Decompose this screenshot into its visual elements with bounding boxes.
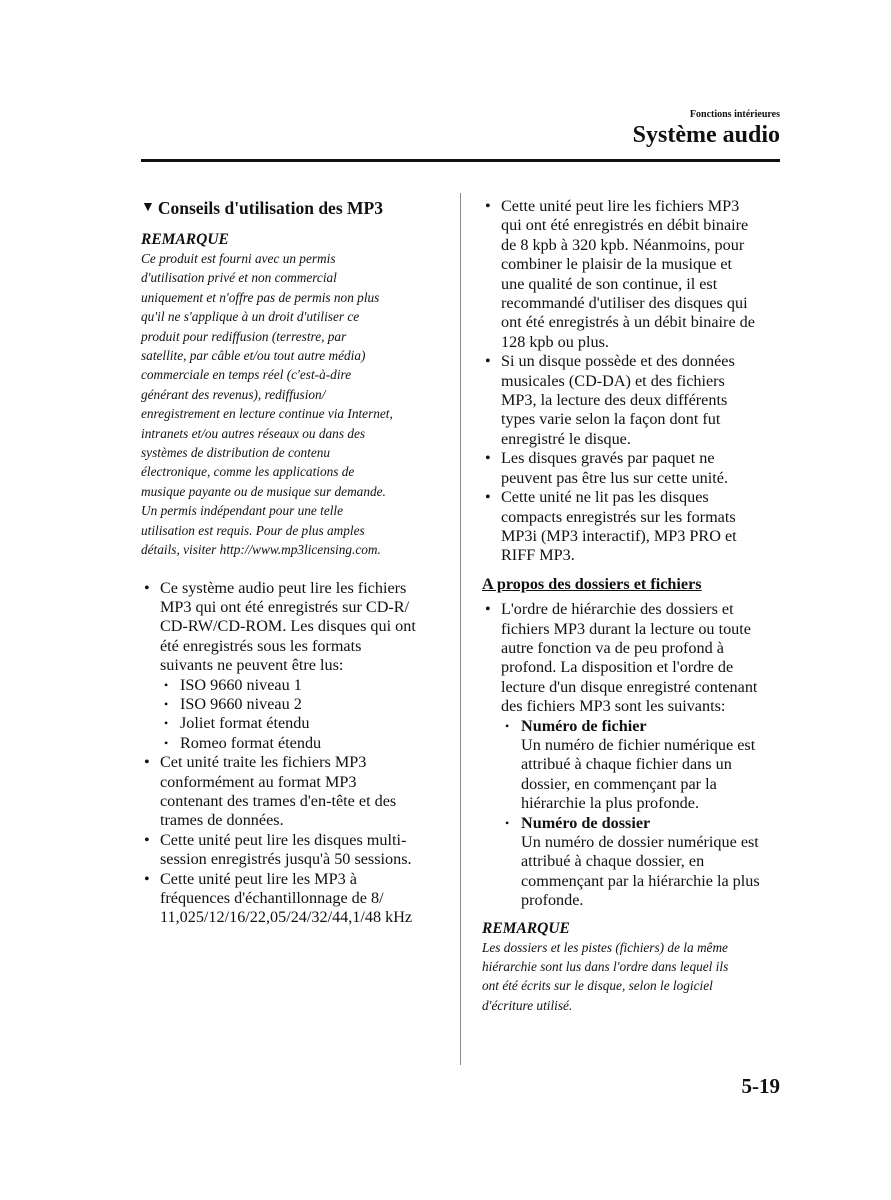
sub-list [160,676,441,754]
text-line: compacts enregistrés sur les formats [501,507,736,526]
column-divider [460,193,461,1065]
text-line: Ce produit est fourni avec un permis [141,251,336,266]
text-line: combiner le plaisir de la musique et [501,255,733,274]
text-line: lecture d'un disque enregistré contenant [501,677,758,696]
text-line: générant des revenus), rediffusion/ [141,386,326,402]
right-column [482,197,782,1015]
section-heading-text: Conseils d'utilisation des MP3 [157,198,383,218]
text-line: session enregistrés jusqu'à 50 sessions. [160,850,412,869]
triangle-down-icon: ▼ [141,200,155,215]
bullet-list [141,579,441,928]
list-item [482,449,782,488]
text-line: produit pour rediffusion (terrestre, par [141,328,347,344]
text-line: qu'il ne s'applique à un droit d'utiliser ce [141,309,360,325]
text-line: profond. La disposition et l'ordre de [501,658,734,677]
text-line: satellite, par câble et/ou tout autre média) [141,348,366,364]
sub-list-item [501,814,782,911]
text-line: CD-RW/CD-ROM. Les disques qui ont [160,617,416,636]
text-line: une qualité de son continue, il est [501,274,718,293]
note-title: REMARQUE [482,919,570,937]
list-item [141,579,441,754]
text-line: dossier, en commençant par la [521,774,717,793]
list-item [482,488,782,566]
text-line: systèmes de distribution de contenu [141,445,331,461]
text-line: suivants ne peuvent être lus: [160,656,344,675]
bullet-list [482,600,782,911]
sub-list-item: • ISO 9660 niveau 2 [160,695,441,714]
sub-list-item: • Romeo format étendu [160,734,441,753]
text-line: hiérarchie la plus profonde. [521,794,699,813]
header-rule [141,159,780,162]
text-line: intranets et/ou autres réseaux ou dans des [141,425,366,441]
text-line: des fichiers MP3 sont les suivants: [501,697,726,716]
text-line: utilisation est requis. Pour de plus amples [141,522,365,538]
text-line: attribué à chaque fichier dans un [521,755,732,774]
text-line: musique payante ou de musique sur demande. [141,483,386,499]
text-line: Cet unité traite les fichiers MP3 [160,753,367,772]
note-body [141,249,441,560]
text-line: attribué à chaque dossier, en [521,852,705,871]
text-line: RIFF MP3. [501,546,575,565]
text-line: 11,025/12/16/22,05/24/32/44,1/48 kHz [160,908,413,927]
text-line: MP3i (MP3 interactif), MP3 PRO et [501,526,737,545]
sub-list-item [501,717,782,814]
bullet-list [482,197,782,566]
text-line: autre fonction va de peu profond à [501,638,724,657]
text-line: qui ont été enregistrés en débit binaire [501,216,749,235]
note-title: REMARQUE [141,231,229,248]
text-line: enregistrement en lecture continue via Internet, [141,406,393,422]
text-line: Cette unité peut lire les MP3 à [160,869,357,888]
text-line: L'ordre de hiérarchie des dossiers et [501,600,734,619]
section-label: Fonctions intérieures [689,109,780,120]
text-line: MP3 qui ont été enregistrés sur CD-R/ [160,597,410,616]
text-line: types varie selon la façon dont fut [501,410,721,429]
text-line: détails, visiter http://www.mp3licensing.com. [141,542,381,558]
section-heading [141,197,441,219]
sub-list-item: • Joliet format étendu [160,714,441,733]
page-title: Système audio [632,122,780,148]
text-line: d'utilisation privé et non commercial [141,270,337,286]
text-line: Cette unité peut lire les disques multi- [160,830,407,849]
text-line: Si un disque possède et des données [501,352,735,371]
list-item [141,870,441,928]
text-line: hiérarchie sont lus dans l'ordre dans lequel ils [482,959,729,975]
text-line: recommandé d'utiliser des disques qui [501,294,748,313]
text-line: ont été écrits sur le disque, selon le logiciel [482,978,713,994]
text-line: contenant des trames d'en-tête et des [160,791,397,810]
text-line: Un numéro de dossier numérique est [521,833,759,851]
list-item [141,753,441,831]
sub-item-title: Numéro de fichier [521,716,647,735]
text-line: trames de données. [160,811,284,830]
list-item [141,831,441,870]
text-line: 128 kpb ou plus. [501,332,609,351]
text-line: conformément au format MP3 [160,772,357,791]
page-number: 5-19 [741,1074,780,1098]
text-line: commerciale en temps réel (c'est-à-dire [141,367,352,383]
text-line: Ce système audio peut lire les fichiers [160,578,407,597]
text-line: uniquement et n'offre pas de permis non plus [141,289,380,305]
text-line: fichiers MP3 durant la lecture ou toute [501,619,751,638]
sub-item-title: Numéro de dossier [521,813,651,832]
note-body [482,938,782,1016]
text-line: Cette unité peut lire les fichiers MP3 [501,197,740,215]
text-line: Les disques gravés par paquet ne [501,449,715,468]
text-line: fréquences d'échantillonnage de 8/ [160,889,384,907]
text-line: Les dossiers et les pistes (fichiers) de la même [482,939,728,955]
sub-list [501,717,782,911]
text-line: Cette unité ne lit pas les disques [501,488,709,507]
text-line: MP3, la lecture des deux différents [501,391,728,410]
text-line: de 8 kpb à 320 kpb. Néanmoins, pour [501,235,745,254]
text-line: Un numéro de fichier numérique est [521,735,756,754]
text-line: électronique, comme les applications de [141,464,355,480]
sub-list-item: • ISO 9660 niveau 1 [160,676,441,695]
text-line: ont été enregistrés à un débit binaire de [501,313,755,332]
list-item [482,197,782,352]
left-column [141,197,441,928]
text-line: musicales (CD-DA) et des fichiers [501,371,725,390]
text-line: commençant par la hiérarchie la plus [521,871,760,890]
text-line: Un permis indépendant pour une telle [141,503,344,519]
text-line: été enregistrés sous les formats [160,636,362,655]
text-line: d'écriture utilisé. [482,997,573,1013]
list-item [482,600,782,911]
text-line: enregistré le disque. [501,429,631,448]
text-line: profonde. [521,891,584,910]
subheading: A propos des dossiers et fichiers [482,574,702,593]
text-line: peuvent pas être lus sur cette unité. [501,468,728,487]
list-item [482,352,782,449]
